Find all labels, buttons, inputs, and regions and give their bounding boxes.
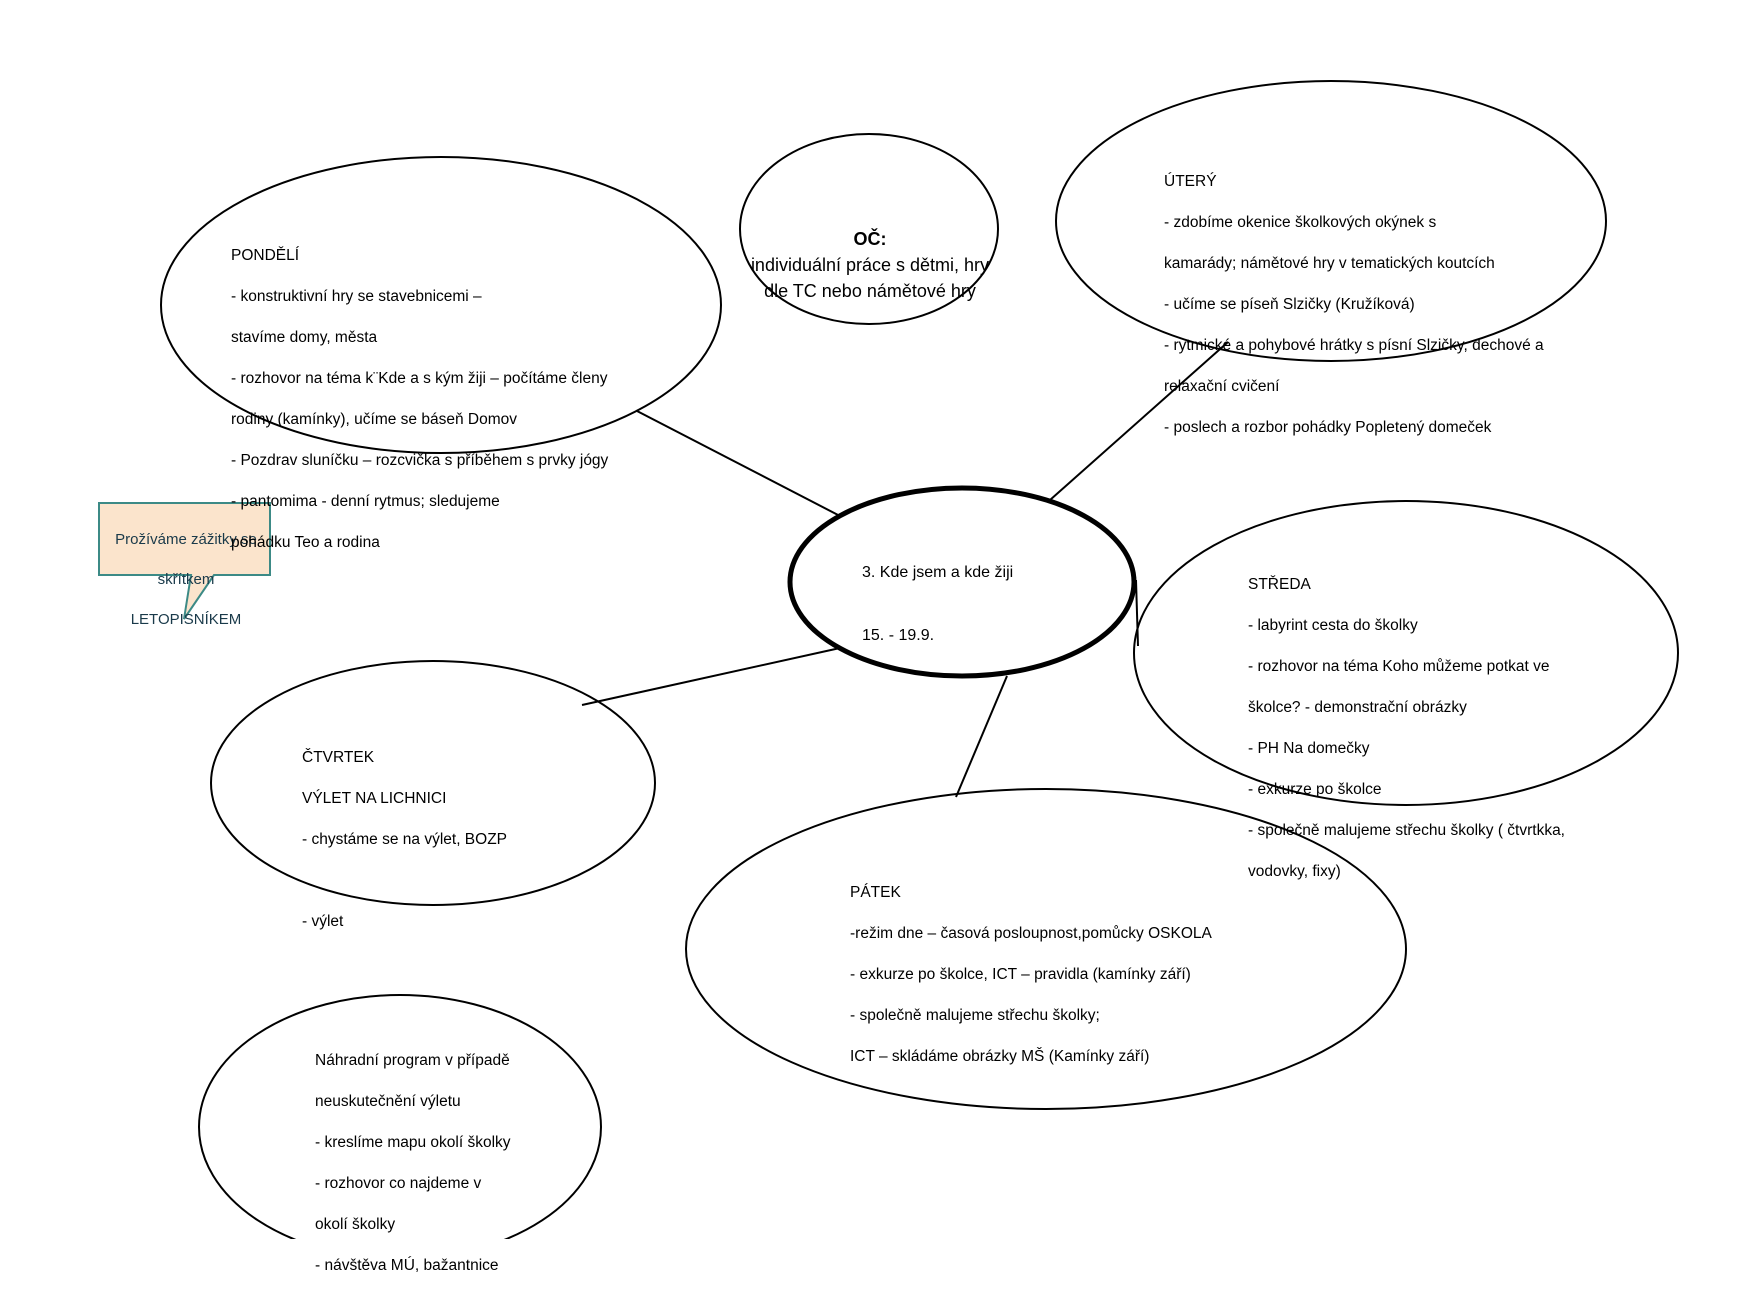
callout-line: LETOPISNÍKEM — [130, 611, 242, 628]
tuesday-node — [1164, 151, 1624, 459]
tuesday-title: ÚTERÝ — [1164, 172, 1217, 190]
wednesday-item: - labyrint cesta do školky — [1248, 616, 1418, 634]
alternative-item: Náhradní program v případě — [315, 1051, 510, 1069]
friday-item: -režim dne – časová posloupnost,pomůcky OSKOLA — [850, 924, 1212, 942]
wednesday-item: - PH Na domečky — [1248, 739, 1370, 757]
monday-item: rodiny (kamínky), učíme se báseň Domov — [231, 410, 517, 428]
tuesday-item: - poslech a rozbor pohádky Popletený domeček — [1164, 418, 1492, 436]
center-title: 3. Kde jsem a kde žiji — [862, 563, 1014, 581]
tuesday-item: - zdobíme okenice školkových okýnek s — [1164, 213, 1437, 231]
wednesday-item: - exkurze po školce — [1248, 780, 1382, 798]
tuesday-item: relaxační cvičení — [1164, 377, 1280, 395]
alternative-item: - kreslíme mapu okolí školky — [315, 1133, 511, 1151]
connector-thursday — [582, 648, 840, 705]
thursday-title: ČTVRTEK — [302, 748, 375, 766]
thursday-node — [302, 727, 632, 953]
alternative-item: neuskutečnění výletu — [315, 1092, 461, 1110]
tuesday-item: kamarády; námětové hry v tematických koutcích — [1164, 254, 1495, 272]
callout-line: Prožíváme zážitky se — [115, 531, 257, 548]
connector-friday — [956, 676, 1007, 797]
monday-item: stavíme domy, města — [231, 328, 378, 346]
friday-title: PÁTEK — [850, 883, 901, 901]
center-dates: 15. - 19.9. — [862, 626, 935, 644]
callout-line: skřítkem — [157, 571, 215, 588]
monday-item: pohádku Teo a rodina — [231, 533, 380, 551]
monday-item: - Pozdrav sluníčku – rozcvička s příběhem s prvky jógy — [231, 451, 609, 469]
wednesday-item: - společně malujeme střechu školky ( čtvrtkka, — [1248, 821, 1565, 839]
monday-node — [231, 225, 671, 574]
wednesday-item: školce? - demonstrační obrázky — [1248, 698, 1467, 716]
monday-title: PONDĚLÍ — [231, 246, 300, 264]
tuesday-item: - učíme se píseň Slzičky (Kružíková) — [1164, 295, 1415, 313]
monday-item: - konstruktivní hry se stavebnicemi – — [231, 287, 482, 305]
tuesday-item: - rytmické a pohybové hrátky s písní Slzičky, dechové a — [1164, 336, 1544, 354]
oc-text — [745, 200, 995, 304]
thursday-subtitle: VÝLET NA LICHNICI — [302, 789, 447, 807]
monday-item: - pantomima - denní rytmus; sledujeme — [231, 492, 500, 510]
thursday-item: - chystáme se na výlet, BOZP — [302, 830, 508, 848]
center-topic — [862, 542, 1013, 667]
friday-item: - společně malujeme střechu školky; — [850, 1006, 1100, 1024]
monday-item: - rozhovor na téma k¨Kde a s kým žiji – počítáme členy — [231, 369, 608, 387]
oc-label: OČ: — [853, 229, 887, 249]
oc-body: individuální práce s dětmi, hry dle TC nebo námětové hry — [750, 255, 990, 301]
wednesday-title: STŘEDA — [1248, 575, 1311, 593]
friday-node — [850, 862, 1370, 1088]
alternative-item: - návštěva MÚ, bažantnice — [315, 1256, 499, 1274]
wednesday-node — [1248, 554, 1648, 903]
wednesday-item: vodovky, fixy) — [1248, 862, 1341, 880]
alternative-item: - rozhovor co najdeme v — [315, 1174, 482, 1192]
friday-item: ICT – skládáme obrázky MŠ (Kamínky září) — [850, 1047, 1150, 1065]
alternative-node — [315, 1030, 575, 1297]
alternative-item: okolí školky — [315, 1215, 396, 1233]
thursday-item: - výlet — [302, 913, 344, 930]
thursday-spacer — [302, 871, 632, 892]
friday-item: - exkurze po školce, ICT – pravidla (kamínky září) — [850, 965, 1191, 983]
wednesday-item: - rozhovor na téma Koho můžeme potkat ve — [1248, 657, 1550, 675]
